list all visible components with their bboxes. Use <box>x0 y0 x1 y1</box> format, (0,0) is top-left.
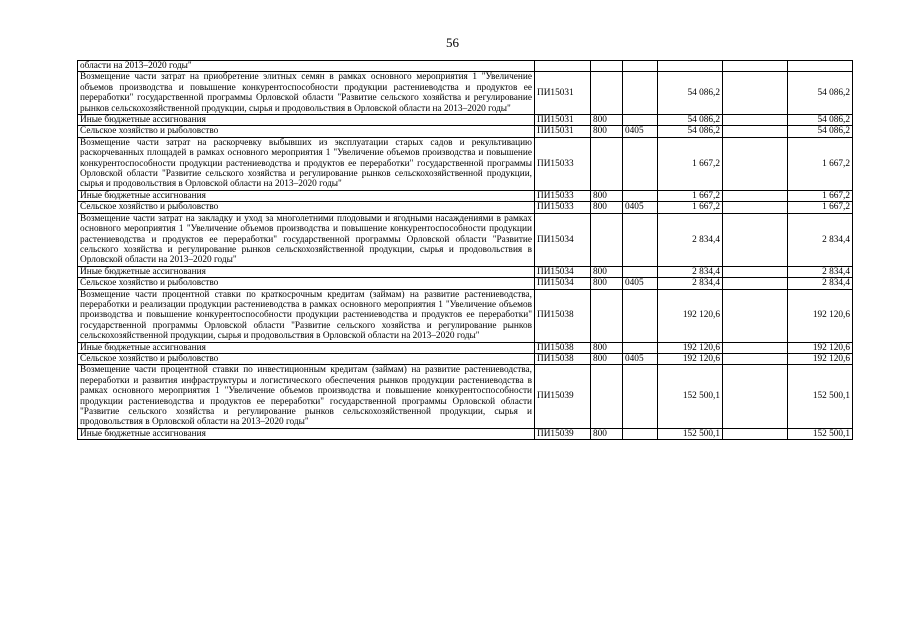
target-article-code <box>535 61 591 72</box>
amount-value: 1 667,2 <box>658 137 723 190</box>
total-value: 54 086,2 <box>788 72 853 115</box>
table-row <box>78 213 853 266</box>
amount-value: 192 120,6 <box>658 342 723 353</box>
row-description: Возмещение части затрат на приобретение элитных семян в рамках основного мероприятия 1 "Увеличение объемов производства и повышение конкурентоспособности продукции растениеводства и продуктов ее переработки" государственной программы Орловской области "Развитие сельского хозяйства и регулирование рынков сельскохозяйственной продукции, сырья и продовольствия в Орловской области на 2013–2020 годы" <box>78 72 535 115</box>
section-code <box>623 289 658 342</box>
row-description: Сельское хозяйство и рыболовство <box>78 278 535 289</box>
section-code <box>623 213 658 266</box>
blank-column-value <box>723 190 788 201</box>
table-row <box>78 126 853 137</box>
row-description: Сельское хозяйство и рыболовство <box>78 126 535 137</box>
target-article-code: ПИ15038 <box>535 353 591 364</box>
total-value: 192 120,6 <box>788 342 853 353</box>
blank-column-value <box>723 115 788 126</box>
row-description: Возмещение части процентной ставки по краткосрочным кредитам (займам) на развитие растениеводства, переработки и реализации продукции растениеводства в рамках основного мероприятия 1 "Увеличение объемов производства и повышение конкурентоспособности продукции растениеводства и продуктов ее переработки" государственной программы Орловской области "Развитие сельского хозяйства и регулирование рынков сельскохозяйственной продукции, сырья и продовольствия в Орловской области на 2013–2020 годы" <box>78 289 535 342</box>
row-description: Иные бюджетные ассигнования <box>78 190 535 201</box>
table-row <box>78 365 853 428</box>
expense-type-code <box>591 289 623 342</box>
blank-column-value <box>723 213 788 266</box>
table-row <box>78 266 853 277</box>
total-value: 2 834,4 <box>788 266 853 277</box>
expense-type-code: 800 <box>591 353 623 364</box>
table-row <box>78 202 853 213</box>
expense-type-code <box>591 61 623 72</box>
row-description: Возмещение части затрат на раскорчевку выбывших из эксплуатации старых садов и рекультивацию раскорчеванных площадей в рамках основного мероприятия 1 "Увеличение объемов производства и повышение конкурентоспособности продукции растениеводства и продуктов ее переработки" государственной программы Орловской области "Развитие сельского хозяйства и регулирование рынков сельскохозяйственной продукции, сырья и продовольствия в Орловской области на 2013–2020 годы" <box>78 137 535 190</box>
table-row <box>78 353 853 364</box>
amount-value <box>658 61 723 72</box>
section-code <box>623 365 658 428</box>
table-row <box>78 61 853 72</box>
target-article-code: ПИ15031 <box>535 126 591 137</box>
section-code: 0405 <box>623 126 658 137</box>
target-article-code: ПИ15033 <box>535 190 591 201</box>
expense-type-code: 800 <box>591 278 623 289</box>
blank-column-value <box>723 202 788 213</box>
total-value: 2 834,4 <box>788 213 853 266</box>
table-row <box>78 278 853 289</box>
total-value: 54 086,2 <box>788 115 853 126</box>
table-row <box>78 190 853 201</box>
table-row <box>78 72 853 115</box>
blank-column-value <box>723 353 788 364</box>
table-row <box>78 428 853 439</box>
amount-value: 1 667,2 <box>658 190 723 201</box>
row-description: Иные бюджетные ассигнования <box>78 428 535 439</box>
row-description: Возмещение части процентной ставки по инвестиционным кредитам (займам) на развитие растениеводства, переработки и развития инфраструктуры и логистического обеспечения рынков продукции растениеводства в рамках основного мероприятия 1 "Увеличение объемов производства и повышение конкурентоспособности продукции растениеводства и продуктов ее переработки" государственной программы Орловской области "Развитие сельского хозяйства и регулирование рынков сельскохозяйственной продукции, сырья и продовольствия в Орловской области на 2013–2020 годы" <box>78 365 535 428</box>
table-row <box>78 137 853 190</box>
expense-type-code: 800 <box>591 202 623 213</box>
section-code <box>623 72 658 115</box>
total-value: 152 500,1 <box>788 365 853 428</box>
amount-value: 152 500,1 <box>658 428 723 439</box>
amount-value: 54 086,2 <box>658 115 723 126</box>
blank-column-value <box>723 278 788 289</box>
blank-column-value <box>723 137 788 190</box>
blank-column-value <box>723 61 788 72</box>
section-code <box>623 61 658 72</box>
target-article-code: ПИ15033 <box>535 137 591 190</box>
expense-type-code: 800 <box>591 266 623 277</box>
total-value: 192 120,6 <box>788 289 853 342</box>
section-code: 0405 <box>623 278 658 289</box>
section-code <box>623 428 658 439</box>
section-code <box>623 115 658 126</box>
target-article-code: ПИ15038 <box>535 342 591 353</box>
target-article-code: ПИ15038 <box>535 289 591 342</box>
amount-value: 2 834,4 <box>658 213 723 266</box>
row-description: Сельское хозяйство и рыболовство <box>78 353 535 364</box>
row-description: Сельское хозяйство и рыболовство <box>78 202 535 213</box>
total-value: 192 120,6 <box>788 353 853 364</box>
target-article-code: ПИ15034 <box>535 266 591 277</box>
target-article-code: ПИ15034 <box>535 213 591 266</box>
row-description: Возмещение части затрат на закладку и уход за многолетними плодовыми и ягодными насаждениями в рамках основного мероприятия 1 "Увеличение объемов производства и повышение конкурентоспособности продукции растениеводства и продуктов ее переработки" государственной программы Орловской области "Развитие сельского хозяйства и регулирование рынков сельскохозяйственной продукции, сырья и продовольствия в Орловской области на 2013–2020 годы" <box>78 213 535 266</box>
table-row <box>78 289 853 342</box>
blank-column-value <box>723 428 788 439</box>
blank-column-value <box>723 365 788 428</box>
section-code: 0405 <box>623 353 658 364</box>
page-number: 56 <box>446 35 459 50</box>
section-code <box>623 342 658 353</box>
section-code <box>623 137 658 190</box>
section-code <box>623 266 658 277</box>
total-value: 1 667,2 <box>788 137 853 190</box>
expense-type-code: 800 <box>591 126 623 137</box>
target-article-code: ПИ15039 <box>535 428 591 439</box>
target-article-code: ПИ15034 <box>535 278 591 289</box>
target-article-code: ПИ15031 <box>535 72 591 115</box>
row-description: Иные бюджетные ассигнования <box>78 266 535 277</box>
section-code: 0405 <box>623 202 658 213</box>
expense-type-code <box>591 213 623 266</box>
amount-value: 54 086,2 <box>658 126 723 137</box>
expense-type-code: 800 <box>591 342 623 353</box>
blank-column-value <box>723 126 788 137</box>
table-row <box>78 342 853 353</box>
amount-value: 2 834,4 <box>658 266 723 277</box>
total-value: 1 667,2 <box>788 202 853 213</box>
total-value: 1 667,2 <box>788 190 853 201</box>
target-article-code: ПИ15031 <box>535 115 591 126</box>
blank-column-value <box>723 72 788 115</box>
expense-type-code <box>591 72 623 115</box>
total-value: 2 834,4 <box>788 278 853 289</box>
amount-value: 152 500,1 <box>658 365 723 428</box>
budget-table <box>77 60 853 440</box>
total-value: 152 500,1 <box>788 428 853 439</box>
row-description: области на 2013–2020 годы" <box>78 61 535 72</box>
amount-value: 2 834,4 <box>658 278 723 289</box>
blank-column-value <box>723 266 788 277</box>
target-article-code: ПИ15033 <box>535 202 591 213</box>
row-description: Иные бюджетные ассигнования <box>78 115 535 126</box>
expense-type-code: 800 <box>591 190 623 201</box>
expense-type-code: 800 <box>591 115 623 126</box>
target-article-code: ПИ15039 <box>535 365 591 428</box>
amount-value: 1 667,2 <box>658 202 723 213</box>
total-value: 54 086,2 <box>788 126 853 137</box>
amount-value: 192 120,6 <box>658 289 723 342</box>
amount-value: 54 086,2 <box>658 72 723 115</box>
blank-column-value <box>723 289 788 342</box>
table-row <box>78 115 853 126</box>
total-value <box>788 61 853 72</box>
expense-type-code <box>591 137 623 190</box>
amount-value: 192 120,6 <box>658 353 723 364</box>
expense-type-code: 800 <box>591 428 623 439</box>
blank-column-value <box>723 342 788 353</box>
expense-type-code <box>591 365 623 428</box>
row-description: Иные бюджетные ассигнования <box>78 342 535 353</box>
section-code <box>623 190 658 201</box>
